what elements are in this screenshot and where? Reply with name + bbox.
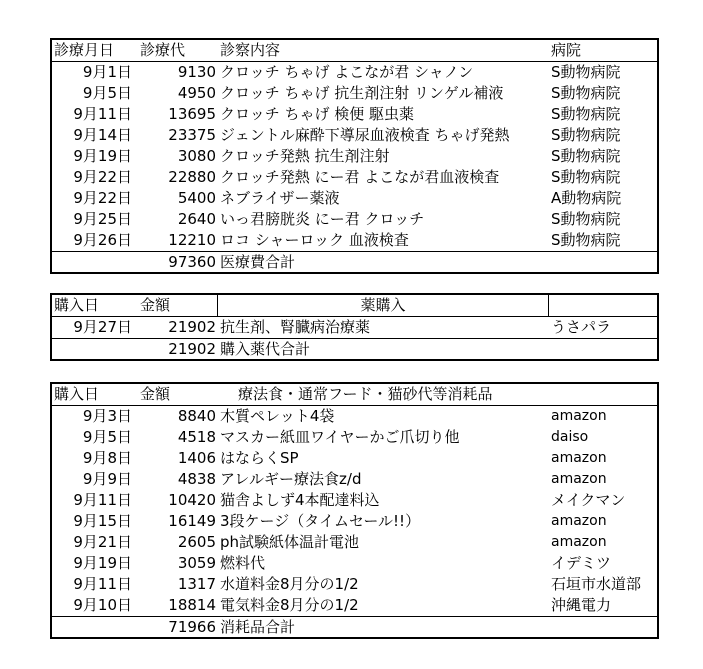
medicine-total-row [52,338,657,359]
row-detail: はならくSP [220,449,299,467]
row-place: メイクマン [551,491,626,509]
row-date: 9月27日 [73,318,132,336]
row-place: amazon [551,471,607,487]
row-place: amazon [551,513,607,529]
row-detail: ロコ シャーロック 血液検査 [220,231,409,249]
medical-table [50,38,659,274]
medical-header-row [52,40,657,62]
table-row [52,104,657,125]
header-date: 購入日 [54,385,100,403]
row-amount: 2605 [177,533,216,551]
row-detail: マスカー紙皿ワイヤーかご爪切り他 [220,428,460,446]
row-detail: 燃料代 [220,554,266,572]
row-detail: クロッチ発熱 にー君 よこなが君血液検査 [220,168,500,186]
header-place: 病院 [551,41,582,59]
row-place: amazon [551,450,607,466]
table-row [52,62,657,83]
row-place: S動物病院 [551,210,621,228]
row-amount: 21902 [168,318,216,336]
table-row [52,83,657,104]
row-amount: 22880 [168,168,216,186]
total-amount: 97360 [168,253,216,271]
header-detail: 療法食・通常フード・猫砂代等消耗品 [238,385,493,403]
row-detail: 抗生剤、腎臓病治療薬 [220,318,371,336]
table-row [52,209,657,230]
row-place: うさパラ [551,318,612,336]
medicine-header-row [52,295,657,317]
row-date: 9月19日 [73,554,132,572]
table-row [52,469,657,490]
row-place: 沖縄電力 [551,596,612,614]
row-date: 9月8日 [82,449,132,467]
row-amount: 1406 [177,449,216,467]
table-row [52,574,657,595]
medical-total-row [52,251,657,272]
row-detail: 電気料金8月分の1/2 [220,596,359,614]
table-row [52,188,657,209]
row-amount: 8840 [177,407,216,425]
row-date: 9月14日 [73,126,132,144]
row-date: 9月22日 [73,168,132,186]
row-date: 9月22日 [73,189,132,207]
header-amount: 金額 [140,296,171,314]
row-place: S動物病院 [551,126,621,144]
row-date: 9月26日 [73,231,132,249]
row-amount: 4518 [177,428,216,446]
row-amount: 2640 [177,210,216,228]
row-date: 9月9日 [82,470,132,488]
medicine-table [50,293,659,361]
table-row [52,317,657,338]
row-date: 9月3日 [82,407,132,425]
row-amount: 1317 [177,575,216,593]
total-label: 医療費合計 [220,253,296,271]
table-row [52,406,657,427]
row-amount: 4950 [177,84,216,102]
row-amount: 23375 [168,126,216,144]
row-detail: 猫舎よしず4本配達料込 [220,491,380,509]
row-amount: 4838 [177,470,216,488]
row-date: 9月5日 [82,428,132,446]
row-detail: ネブライザー薬液 [220,189,340,207]
row-date: 9月11日 [73,491,132,509]
row-date: 9月11日 [73,575,132,593]
consumables-header-row [52,384,657,406]
row-detail: 水道料金8月分の1/2 [220,575,359,593]
row-amount: 5400 [177,189,216,207]
consumables-total-row [52,616,657,637]
total-amount: 21902 [168,340,216,358]
row-amount: 10420 [168,491,216,509]
total-label: 消耗品合計 [220,618,296,636]
header-amount: 診療代 [140,41,186,59]
table-row [52,490,657,511]
row-place: 石垣市水道部 [551,575,642,593]
row-date: 9月1日 [82,63,132,81]
total-label: 購入薬代合計 [220,340,311,358]
header-detail: 診察内容 [220,41,281,59]
row-amount: 18814 [168,596,216,614]
row-date: 9月19日 [73,147,132,165]
header-detail: 薬購入 [360,296,406,314]
row-detail: クロッチ ちゃげ 抗生剤注射 リンゲル補液 [220,84,504,102]
table-row [52,448,657,469]
header-amount: 金額 [140,385,171,403]
header-date: 購入日 [54,296,100,314]
row-place: amazon [551,534,607,550]
row-detail: クロッチ発熱 抗生剤注射 [220,147,390,165]
row-detail: ジェントル麻酔下導尿血液検査 ちゃげ発熱 [220,126,510,144]
header-date: 診療月日 [54,41,115,59]
row-place: S動物病院 [551,168,621,186]
row-amount: 3059 [177,554,216,572]
row-place: S動物病院 [551,84,621,102]
table-row [52,427,657,448]
row-date: 9月11日 [73,105,132,123]
row-amount: 16149 [168,512,216,530]
table-row [52,146,657,167]
row-detail: クロッチ ちゃげ よこなが君 シャノン [220,63,474,81]
consumables-table [50,382,659,639]
table-row [52,553,657,574]
row-detail: アレルギー療法食z/d [220,470,362,488]
total-amount: 71966 [168,618,216,636]
row-detail: いっ君膀胱炎 にー君 クロッチ [220,210,425,228]
table-row [52,125,657,146]
row-amount: 9130 [177,63,216,81]
table-row [52,230,657,251]
row-place: A動物病院 [551,189,622,207]
row-place: amazon [551,408,607,424]
table-row [52,532,657,553]
header-divider [548,295,549,316]
row-place: daiso [551,429,589,445]
row-detail: クロッチ ちゃげ 検便 駆虫薬 [220,105,415,123]
row-place: S動物病院 [551,147,621,165]
row-detail: 3段ケージ（タイムセール!!） [220,512,421,530]
row-date: 9月5日 [82,84,132,102]
row-place: イデミツ [551,554,612,572]
row-date: 9月10日 [73,596,132,614]
row-amount: 13695 [168,105,216,123]
row-place: S動物病院 [551,231,621,249]
row-amount: 3080 [177,147,216,165]
row-date: 9月15日 [73,512,132,530]
row-detail: 木質ペレット4袋 [220,407,335,425]
row-place: S動物病院 [551,105,621,123]
table-row [52,595,657,616]
table-row [52,167,657,188]
row-amount: 12210 [168,231,216,249]
row-detail: ph試験紙体温計電池 [220,533,360,551]
table-row [52,511,657,532]
row-place: S動物病院 [551,63,621,81]
row-date: 9月25日 [73,210,132,228]
row-date: 9月21日 [73,533,132,551]
